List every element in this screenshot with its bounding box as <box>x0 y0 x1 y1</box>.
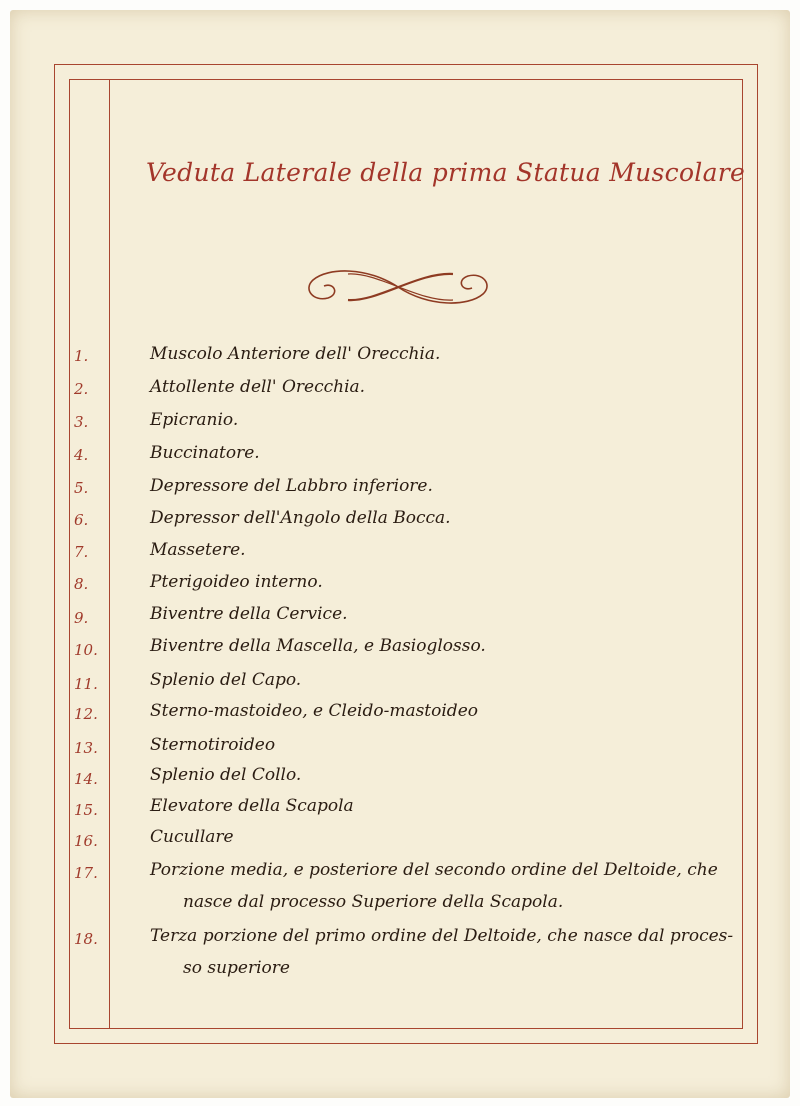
entry-text: Elevatore della Scapola <box>150 796 354 816</box>
entry-text: Terza porzione del primo ordine del Deltoide, che nasce dal proces- <box>150 926 734 946</box>
entry-text: Splenio del Capo. <box>150 670 302 690</box>
entry-text: Muscolo Anteriore dell' Orecchia. <box>150 344 441 364</box>
entry-number: 4. <box>74 446 89 464</box>
entry-text: Sterno-mastoideo, e Cleido-mastoideo <box>150 701 478 721</box>
entry-text: Cucullare <box>150 827 234 847</box>
entry-number: 2. <box>74 380 89 398</box>
page-title: Veduta Laterale della prima Statua Muscolare <box>146 158 746 187</box>
entry-text-continuation: nasce dal processo Superiore della Scapola. <box>183 892 564 912</box>
entry-number: 18. <box>74 930 98 948</box>
entry-text: Depressor dell'Angolo della Bocca. <box>150 508 451 528</box>
entry-number: 3. <box>74 413 89 431</box>
entry-text: Buccinatore. <box>150 443 260 463</box>
entry-text: Depressore del Labbro inferiore. <box>150 476 433 496</box>
entry-text-continuation: so superiore <box>183 958 290 978</box>
entry-text: Epicranio. <box>150 410 239 430</box>
entry-number: 15. <box>74 801 98 819</box>
entry-number: 6. <box>74 511 89 529</box>
entry-text: Biventre della Cervice. <box>150 604 348 624</box>
entry-number: 17. <box>74 864 98 882</box>
entry-number: 14. <box>74 770 98 788</box>
entry-text: Porzione media, e posteriore del secondo ordine del Deltoide, che <box>150 860 718 880</box>
entry-number: 13. <box>74 739 98 757</box>
entry-number: 9. <box>74 609 89 627</box>
entry-number: 12. <box>74 705 98 723</box>
flourish-ornament <box>288 262 508 312</box>
entry-number: 16. <box>74 832 98 850</box>
entry-number: 5. <box>74 479 89 497</box>
entry-number: 10. <box>74 641 98 659</box>
entry-number: 7. <box>74 543 89 561</box>
entry-text: Biventre della Mascella, e Basioglosso. <box>150 636 486 656</box>
entry-text: Pterigoideo interno. <box>150 572 323 592</box>
entry-number: 8. <box>74 575 89 593</box>
entry-text: Splenio del Collo. <box>150 765 302 785</box>
entry-text: Massetere. <box>150 540 246 560</box>
entry-number: 1. <box>74 347 89 365</box>
entry-text: Sternotiroideo <box>150 735 276 755</box>
entry-number: 11. <box>74 675 98 693</box>
entry-text: Attollente dell' Orecchia. <box>150 377 366 397</box>
